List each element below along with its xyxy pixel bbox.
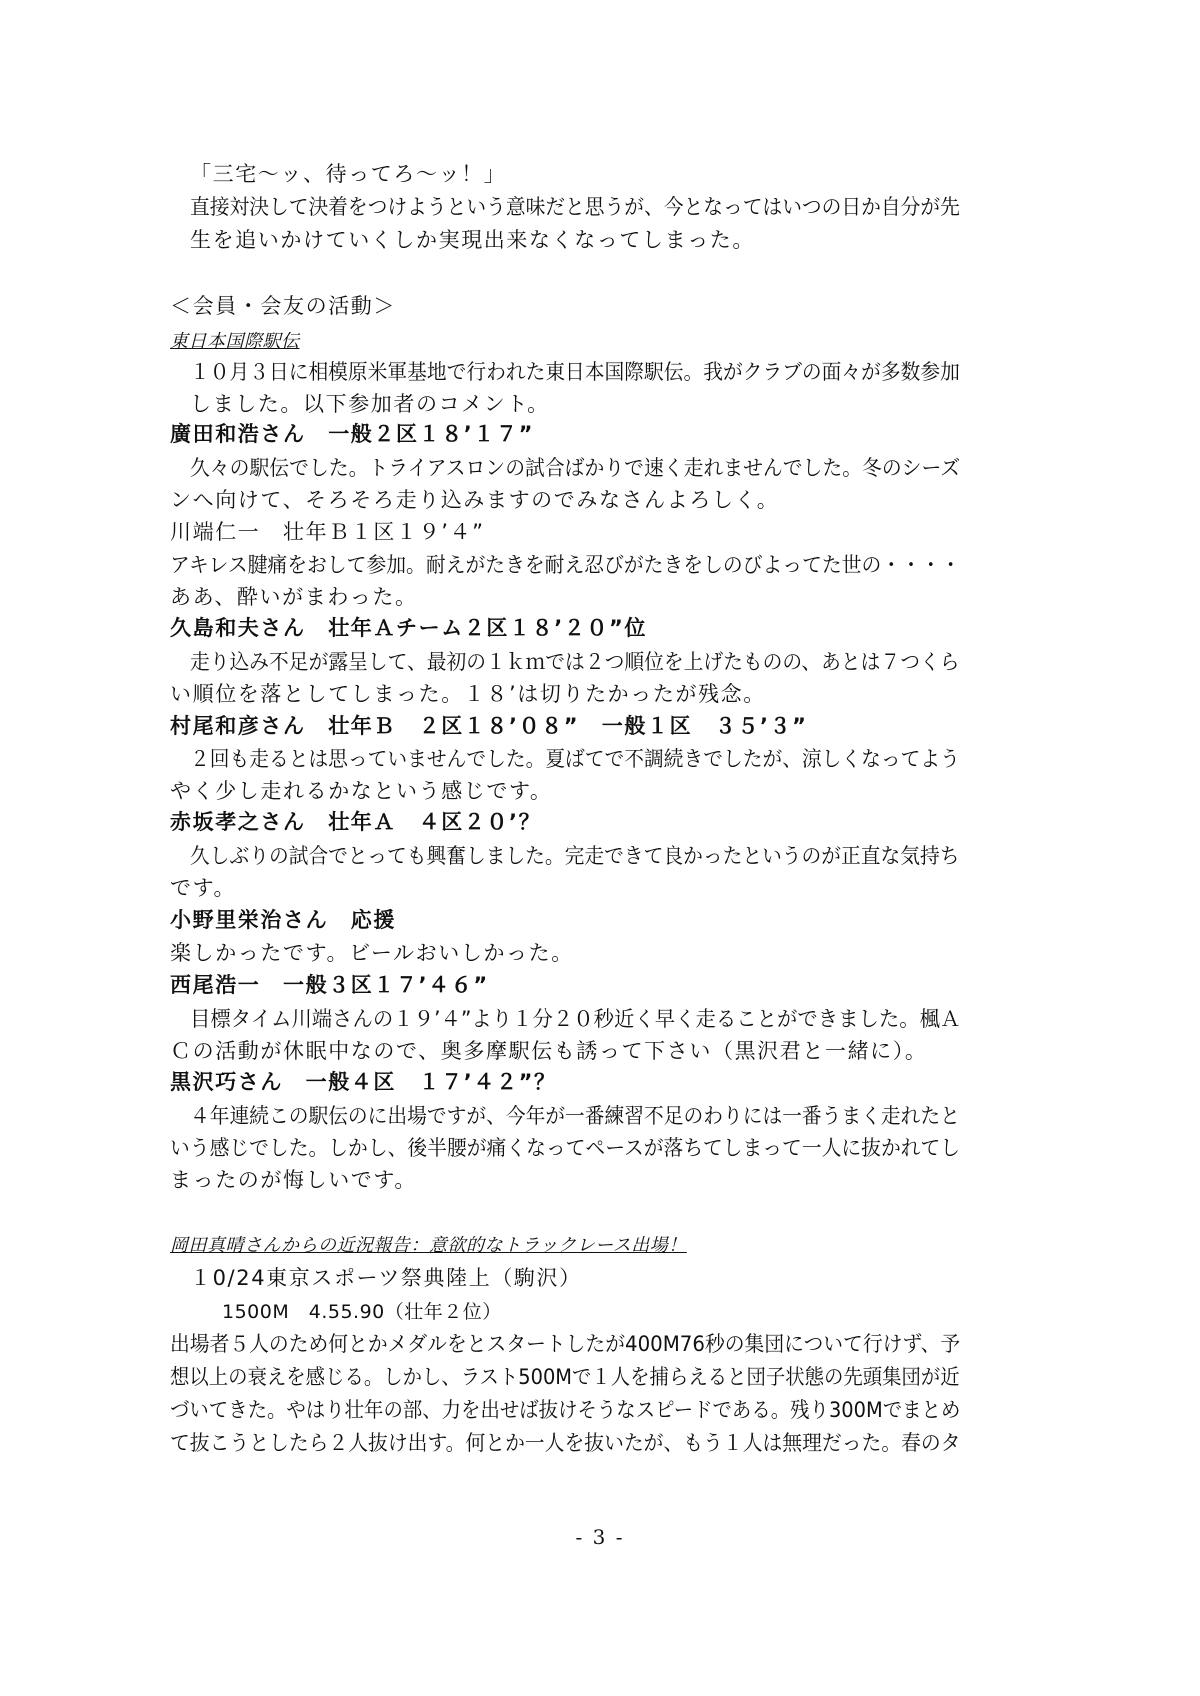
entry-line: 走り込み不足が露呈して、最初の１ｋｍでは２つ順位を上げたものの、あとは７つくら	[190, 650, 960, 674]
entry-line: 楽しかったです。ビールおいしかった。	[170, 941, 574, 965]
entry-header-murao: 村尾和彦さん 壮年Ｂ ２区１８’０８” 一般１区 ３５’３”	[170, 714, 808, 738]
okada-event: １0/24東京スポーツ祭典陸上（駒沢）	[190, 1266, 582, 1290]
section-heading: ＜会員・会友の活動＞	[170, 294, 396, 318]
entry-line: 目標タイム川端さんの１９’４”より１分２０秒近く早く走ることができました。楓Ａ	[190, 1007, 961, 1031]
entry-line: い順位を落としてしまった。１８’は切りたかったが残念。	[170, 682, 766, 706]
ekiden-intro-line: １０月３日に相模原米軍基地で行われた東日本国際駅伝。我がクラブの面々が多数参加	[190, 360, 960, 384]
okada-line: 想以上の衰えを感じる。しかし、ラスト500Mで１人を捕らえると団子状態の先頭集団が近	[170, 1365, 960, 1389]
entry-line: ４年連続この駅伝のに出場ですが、今年が一番練習不足のわりには一番うまく走れたと	[190, 1104, 960, 1128]
entry-line: ンへ向けて、そろそろ走り込みますのでみなさんよろしく。	[170, 488, 780, 512]
okada-result: 1500M 4.55.90（壮年２位）	[222, 1301, 502, 1323]
intro-quote: 「三宅～ッ、待ってろ～ッ！」	[190, 162, 507, 186]
entry-line: ああ、酔いがまわった。	[170, 585, 418, 609]
okada-line: て抜こうとしたら２人抜け出す。何とか一人を抜いたが、もう１人は無理だった。春のタ	[170, 1431, 961, 1455]
entry-line: やく少し走れるかなという感じです。	[170, 779, 553, 803]
entry-line: Ｃの活動が休眠中なので、奥多摩駅伝も誘って下さい（黒沢君と一緒に）。	[170, 1039, 928, 1063]
entry-header-akasaka: 赤坂孝之さん 壮年Ａ ４区２０’？	[170, 810, 542, 834]
entry-line: です。	[170, 876, 237, 900]
entry-header-onozato: 小野里栄治さん 応援	[170, 908, 396, 932]
entry-line: 久しぶりの試合でとっても興奮しました。完走できて良かったというのが正直な気持ち	[190, 844, 960, 868]
okada-title: 岡田真晴さんからの近況報告：意欲的なトラックレース出場！	[170, 1235, 687, 1256]
entry-line: アキレス腱痛をおして参加。耐えがたきを耐え忍びがたきをしのびよってた世の・・・・	[170, 553, 961, 577]
entry-header-kushima: 久島和夫さん 壮年Ａチーム２区１８’２０”位	[170, 616, 647, 640]
intro-line: 直接対決して決着をつけようという意味だと思うが、今となってはいつの日か自分が先	[190, 195, 960, 219]
entry-header-hirota: 廣田和浩さん 一般２区１８’１７”	[170, 422, 534, 446]
entry-line: ２回も走るとは思っていませんでした。夏ばてで不調続きでしたが、涼しくなってよう	[190, 747, 960, 771]
entry-header-kawabata: 川端仁一 壮年Ｂ１区１９’４”	[170, 520, 485, 544]
ekiden-title: 東日本国際駅伝	[170, 331, 300, 352]
entry-header-kurosawa: 黒沢巧さん 一般４区 １７’４２”？	[170, 1070, 557, 1094]
entry-line: まったのが悔しいです。	[170, 1168, 417, 1192]
page-number: - 3 -	[575, 1525, 625, 1549]
entry-line: 久々の駅伝でした。トライアスロンの試合ばかりで速く走れませんでした。冬のシーズ	[190, 456, 961, 480]
intro-line: 生を追いかけていくしか実現出来なくなってしまった。	[190, 228, 755, 252]
okada-line: づいてきた。やはり壮年の部、力を出せば抜けそうなスピードである。残り300Mでまとめ	[170, 1398, 961, 1422]
entry-line: いう感じでした。しかし、後半腰が痛くなってペースが落ちてしまって一人に抜かれてし	[170, 1136, 961, 1160]
entry-header-nishio: 西尾浩一 一般３区１７’４６”	[170, 973, 489, 997]
ekiden-intro-line: しました。以下参加者のコメント。	[190, 392, 550, 416]
okada-line: 出場者５人のため何とかメダルをとスタートしたが400M76秒の集団について行けず、予	[170, 1332, 961, 1356]
